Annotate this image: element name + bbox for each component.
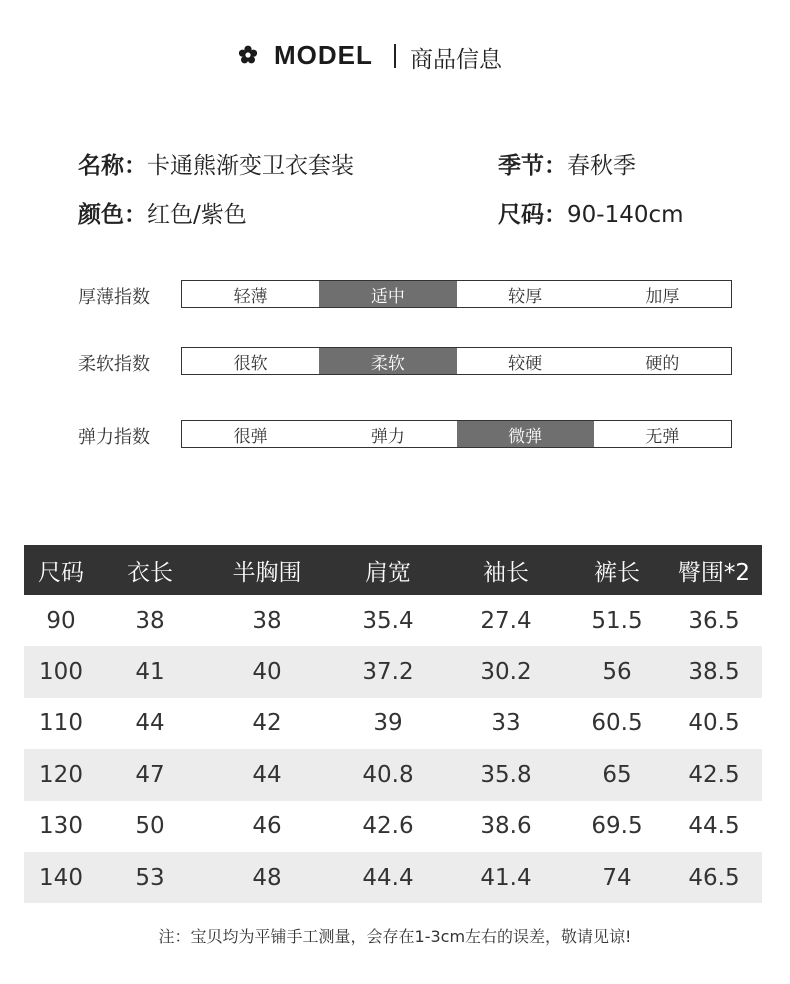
info-season-value: 春秋季	[567, 153, 636, 179]
header-divider	[394, 44, 396, 68]
brand-title: MODEL	[274, 40, 373, 70]
table-row	[24, 749, 762, 800]
table-cell: 74	[602, 864, 632, 891]
header-cell-half-chest: 半胸围	[232, 559, 302, 586]
info-color-value: 红色/紫色	[147, 202, 247, 228]
info-size-key: 尺码：	[498, 202, 567, 228]
table-cell: 36.5	[688, 607, 740, 634]
elasticity-index-label: 弹力指数	[78, 427, 150, 448]
softness-option: 较硬	[508, 353, 543, 374]
table-cell: 44.5	[688, 813, 740, 840]
softness-index-bar	[181, 347, 732, 375]
elasticity-option: 弹力	[370, 426, 405, 447]
table-cell: 100	[39, 659, 83, 686]
info-color-key: 颜色：	[78, 202, 147, 228]
table-cell: 110	[39, 710, 83, 737]
elasticity-index-bar	[181, 420, 732, 448]
softness-index-label: 柔软指数	[78, 354, 150, 375]
table-cell: 39	[373, 710, 403, 737]
table-cell: 56	[602, 659, 632, 686]
thickness-option: 较厚	[508, 286, 543, 307]
table-cell: 50	[135, 813, 165, 840]
table-cell: 65	[602, 761, 632, 788]
table-cell: 38	[135, 607, 165, 634]
table-cell: 46	[252, 813, 282, 840]
flower-icon	[238, 45, 258, 65]
header-cell-sleeve: 袖长	[483, 559, 529, 586]
softness-option: 柔软	[319, 348, 456, 374]
table-cell: 40.8	[362, 761, 414, 788]
info-name-key: 名称：	[78, 153, 147, 179]
thickness-option: 轻薄	[233, 286, 268, 307]
table-cell: 53	[135, 864, 165, 891]
table-cell: 120	[39, 761, 83, 788]
size-table	[24, 545, 762, 903]
table-cell: 35.4	[362, 607, 414, 634]
table-cell: 69.5	[591, 813, 643, 840]
info-size	[498, 196, 684, 229]
table-cell: 90	[46, 607, 76, 634]
table-cell: 140	[39, 864, 83, 891]
header-cell-size: 尺码	[38, 559, 84, 586]
table-cell: 30.2	[480, 659, 532, 686]
table-row	[24, 852, 762, 903]
elasticity-option: 微弹	[457, 421, 594, 447]
table-cell: 60.5	[591, 710, 643, 737]
header-cell-length: 衣长	[127, 559, 173, 586]
elasticity-option: 很弹	[233, 426, 268, 447]
size-table-body	[24, 595, 762, 903]
table-row	[24, 698, 762, 749]
table-cell: 42.5	[688, 761, 740, 788]
table-cell: 42	[252, 710, 282, 737]
measurement-note: 注：宝贝均为平铺手工测量，会存在1-3cm左右的误差，敬请见谅!	[158, 927, 632, 946]
table-cell: 33	[491, 710, 521, 737]
header-cell-hip: 臀围*2	[677, 559, 751, 586]
table-cell: 130	[39, 813, 83, 840]
table-cell: 40.5	[688, 710, 740, 737]
header-cell-shoulder: 肩宽	[365, 559, 411, 586]
table-cell: 37.2	[362, 659, 414, 686]
thickness-index-bar	[181, 280, 732, 308]
table-cell: 41.4	[480, 864, 532, 891]
table-cell: 51.5	[591, 607, 643, 634]
table-cell: 48	[252, 864, 282, 891]
info-name	[78, 147, 354, 180]
table-cell: 46.5	[688, 864, 740, 891]
table-row	[24, 595, 762, 646]
table-cell: 47	[135, 761, 165, 788]
softness-option: 很软	[233, 353, 268, 374]
size-table-header	[24, 545, 762, 595]
info-season	[498, 147, 636, 180]
table-cell: 42.6	[362, 813, 414, 840]
header	[0, 36, 790, 80]
table-cell: 40	[252, 659, 282, 686]
info-size-value: 90-140cm	[567, 202, 684, 228]
table-cell: 38	[252, 607, 282, 634]
table-cell: 44.4	[362, 864, 414, 891]
info-season-key: 季节：	[498, 153, 567, 179]
table-cell: 35.8	[480, 761, 532, 788]
info-name-value: 卡通熊渐变卫衣套装	[147, 153, 354, 179]
table-row	[24, 646, 762, 697]
header-cell-pants-length: 裤长	[594, 559, 640, 586]
thickness-option: 加厚	[645, 286, 680, 307]
table-cell: 27.4	[480, 607, 532, 634]
table-row	[24, 801, 762, 852]
elasticity-option: 无弹	[645, 426, 680, 447]
softness-option: 硬的	[645, 353, 680, 374]
table-cell: 44	[252, 761, 282, 788]
table-cell: 38.5	[688, 659, 740, 686]
table-cell: 44	[135, 710, 165, 737]
info-color	[78, 196, 247, 229]
header-subtitle: 商品信息	[410, 47, 502, 73]
thickness-index-label: 厚薄指数	[78, 287, 150, 308]
thickness-option: 适中	[319, 281, 456, 307]
table-cell: 38.6	[480, 813, 532, 840]
table-cell: 41	[135, 659, 165, 686]
